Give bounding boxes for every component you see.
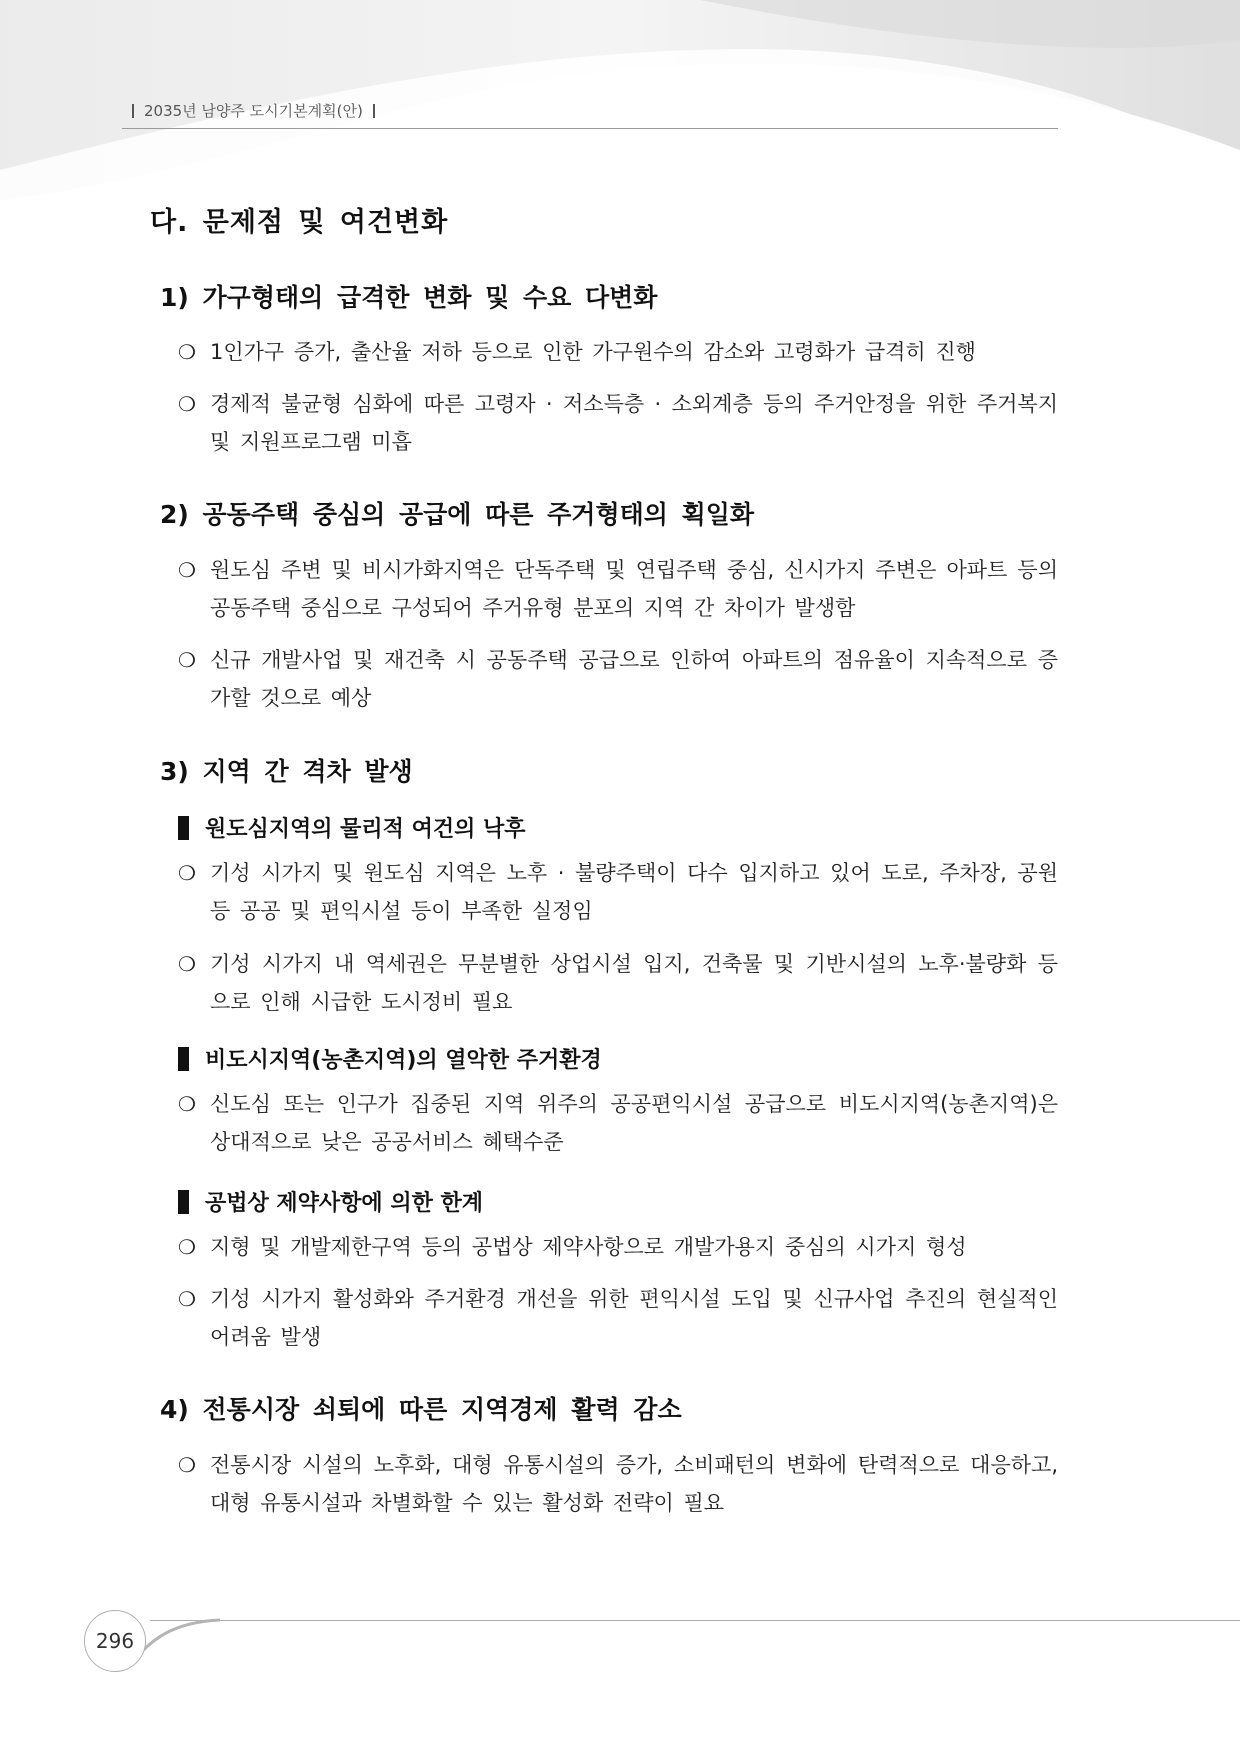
square-bullet-icon — [178, 1190, 189, 1214]
bullet-text: 신규 개발사업 및 재건축 시 공동주택 공급으로 인하여 아파트의 점유율이 지속적으로 증가할 것으로 예상 — [210, 648, 1058, 710]
subsection-title-3: 3) 지역 간 격차 발생 — [160, 757, 413, 786]
subsection-title-4: 4) 전통시장 쇠퇴에 따른 지역경제 활력 감소 — [160, 1395, 682, 1424]
bullet-3-1-2 — [178, 945, 1058, 1021]
bullet-4-1 — [178, 1446, 1058, 1522]
bullet-mark: ❍ — [178, 1453, 196, 1477]
bullet-text: 기성 시가지 활성화와 주거환경 개선을 위한 편익시설 도입 및 신규사업 추진의 현실적인 어려움 발생 — [210, 1287, 1058, 1349]
bullet-text: 1인가구 증가, 출산율 저하 등으로 인한 가구원수의 감소와 고령화가 급격히 진행 — [210, 340, 976, 364]
square-bullet-icon — [178, 816, 189, 840]
subsection-title-2: 2) 공동주택 중심의 공급에 따른 주거형태의 획일화 — [160, 500, 755, 529]
bullet-3-3-1 — [178, 1228, 1058, 1266]
group-heading-text: 비도시지역(농촌지역)의 열악한 주거환경 — [205, 1048, 602, 1073]
group-heading-3-3 — [178, 1186, 483, 1217]
bullet-mark: ❍ — [178, 1235, 196, 1259]
bullet-2-2 — [178, 641, 1058, 717]
bullet-mark: ❍ — [178, 1092, 196, 1116]
running-header — [132, 100, 375, 121]
bullet-mark: ❍ — [178, 648, 196, 672]
bullet-mark: ❍ — [178, 952, 196, 976]
square-bullet-icon — [178, 1047, 189, 1071]
group-heading-text: 공법상 제약사항에 의한 한계 — [205, 1191, 484, 1216]
bullet-text: 기성 시가지 및 원도심 지역은 노후 · 불량주택이 다수 입지하고 있어 도로, 주차장, 공원 등 공공 및 편익시설 등이 부족한 실정임 — [210, 861, 1058, 923]
bullet-mark: ❍ — [178, 861, 196, 885]
bullet-1-1 — [178, 333, 1058, 371]
section-title: 다. 문제점 및 여건변화 — [150, 207, 449, 238]
bullet-mark: ❍ — [178, 1287, 196, 1311]
header-rule — [122, 128, 1058, 129]
bullet-text: 신도심 또는 인구가 집중된 지역 위주의 공공편익시설 공급으로 비도시지역(농촌지역)은 상대적으로 낮은 공공서비스 혜택수준 — [210, 1092, 1058, 1154]
header-divider-right — [373, 104, 375, 118]
group-heading-text: 원도심지역의 물리적 여건의 낙후 — [205, 817, 526, 842]
header-divider-left — [132, 104, 134, 118]
bullet-text: 원도심 주변 및 비시가화지역은 단독주택 및 연립주택 중심, 신시가지 주변은 아파트 등의 공동주택 중심으로 구성되어 주거유형 분포의 지역 간 차이가 발생함 — [210, 558, 1058, 620]
bullet-text: 기성 시가지 내 역세권은 무분별한 상업시설 입지, 건축물 및 기반시설의 노후·불량화 등으로 인해 시급한 도시정비 필요 — [210, 952, 1058, 1014]
bullet-3-1-1 — [178, 854, 1058, 930]
bullet-text: 지형 및 개발제한구역 등의 공법상 제약사항으로 개발가용지 중심의 시가지 형성 — [210, 1235, 967, 1259]
bullet-text: 경제적 불균형 심화에 따른 고령자 · 저소득층 · 소외계층 등의 주거안정을 위한 주거복지 및 지원프로그램 미흡 — [210, 392, 1058, 454]
bullet-mark: ❍ — [178, 392, 196, 416]
page-number: 296 — [84, 1610, 146, 1672]
subsection-title-1: 1) 가구형태의 급격한 변화 및 수요 다변화 — [160, 283, 658, 312]
footer-rule — [150, 1620, 1240, 1621]
bullet-2-1 — [178, 551, 1058, 627]
group-heading-3-1 — [178, 812, 526, 843]
bullet-mark: ❍ — [178, 340, 196, 364]
header-doc-title: 2035년 남양주 도시기본계획(안) — [144, 102, 363, 120]
bullet-1-2 — [178, 385, 1058, 461]
bullet-3-3-2 — [178, 1280, 1058, 1356]
bullet-mark: ❍ — [178, 558, 196, 582]
bullet-text: 전통시장 시설의 노후화, 대형 유통시설의 증가, 소비패턴의 변화에 탄력적으로 대응하고, 대형 유통시설과 차별화할 수 있는 활성화 전략이 필요 — [210, 1453, 1058, 1515]
group-heading-3-2 — [178, 1043, 602, 1074]
bullet-3-2-1 — [178, 1085, 1058, 1161]
